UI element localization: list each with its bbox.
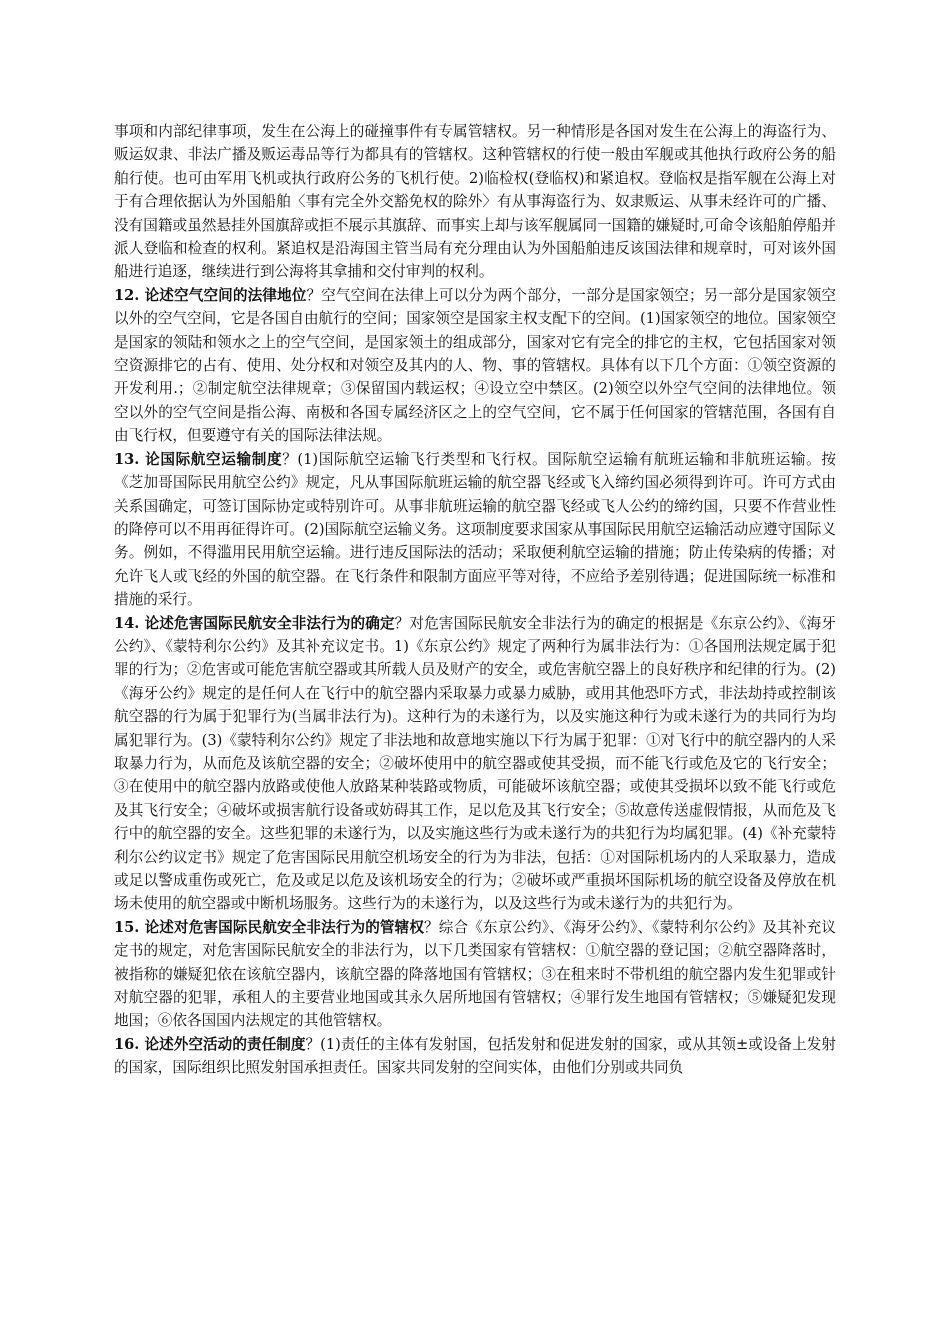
question-title: 12. 论述空气空间的法律地位 [114,286,307,304]
paragraph-outer-space-liability [114,1033,836,1080]
paragraph-body: 事项和内部纪律事项，发生在公海上的碰撞事件有专属管辖权。另一种情形是各国对发生在公海上的海盗行为、贩运奴隶、非法广播及贩运毒品等行为都具有的管辖权。这种管辖权的行使一般由军舰或其他执行政府公务的船舶行使。也可由军用飞机或执行政府公务的飞机行使。2)临检权(登临权)和紧追权。登临权是指军舰在公海上对于有合理依据认为外国船舶〈事有完全外交豁免权的除外〉有从事海盗行为、奴隶贩运、从事未经许可的广播、没有国籍或虽然悬挂外国旗辞或拒不展示其旗辞、而事实上却与该军舰属同一国籍的嫌疑时,可命令该船舶停船并派人登临和检查的权利。紧追权是沿海国主管当局有充分理由认为外国船舶违反该国法律和规章时，可对该外国船进行追逐，继续进行到公海将其拿捕和交付审判的权利。 [114,123,836,281]
paragraph-airspace-legal-status [114,284,836,448]
question-title: 14. 论述危害国际民航安全非法行为的确定 [114,614,395,632]
paragraph-body: ？对危害国际民航安全非法行为的确定的根据是《东京公约》、《海牙公约》、《蒙特利尔公约》及其补充议定书。1)《东京公约》规定了两种行为属非法行为：①各国刑法规定属于犯罪的行为；②危害或可能危害航空器或其所载人员及财产的安全，或危害航空器上的良好秩序和纪律的行为。(2)《海牙公约》规定的是任何人在飞行中的航空器内采取暴力或暴力威胁，或用其他恐吓方式，非法劫持或控制该航空器的行为属于犯罪行为(当属非法行为)。这种行为的未遂行为，以及实施这种行为或未遂行为的共同行为均属犯罪行为。(3)《蒙特利尔公约》规定了非法地和故意地实施以下行为属于犯罪：①对飞行中的航空器内的人采取暴力行为，从而危及该航空器的安全；②破坏使用中的航空器或使其受损，而不能飞行或危及它的飞行安全；③在使用中的航空器内放路或使他人放路某种装路或物质，可能破坏该航空器；或使其受损坏以致不能飞行或危及其飞行安全；④破坏或损害航行设备或妨碍其工作，足以危及其飞行安全；⑤故意传送虚假情报，从而危及飞行中的航空器的安全。这些犯罪的未遂行为，以及实施这些行为或未遂行为的共犯行为均属犯罪。(4)《补充蒙特利尔公约议定书》规定了危害国际民用航空机场安全的行为为非法，包括：①对国际机场内的人采取暴力，造成或足以警成重伤或死亡，危及或足以危及该机场安全的行为；②破坏或严重损坏国际机场的航空设备及停放在机场未使用的航空器或中断机场服务。这些行为的未遂行为，以及这些行为或未遂行为的共犯行为。 [114,614,836,913]
question-title: 15. 论述对危害国际民航安全非法行为的管辖权 [114,918,425,936]
paragraph-high-seas-jurisdiction [114,120,836,284]
question-title: 13. 论国际航空运输制度 [114,450,283,468]
paragraph-air-transport-system [114,448,836,612]
paragraph-unlawful-acts-definition [114,612,836,916]
paragraph-body: ？空气空间在法律上可以分为两个部分，一部分是国家领空；另一部分是国家领空以外的空气空间，它是各国自由航行的空间；国家领空是国家主权支配下的空间。(1)国家领空的地位。国家领空是国家的领陆和领水之上的空气空间，是国家领土的组成部分，国家对它有完全的排它的主权，它包括国家对领空资源排它的占有、使用、处分权和对领空及其内的人、物、事的管辖权。具体有以下几个方面：①领空资源的开发利用.；②制定航空法律规章；③保留国内载运权；④设立空中禁区。(2)领空以外空气空间的法律地位。领空以外的空气空间是指公海、南极和各国专属经济区之上的空气空间，它不属于任何国家的管辖范围，各国有自由飞行权，但要遵守有关的国际法律法规。 [114,286,836,445]
paragraph-body: ？综合《东京公约》、《海牙公约》、《蒙特利尔公约》及其补充议定书的规定，对危害国际民航安全的非法行为，以下几类国家有管辖权：①航空器的登记国；②航空器降落时，被指称的嫌疑犯依在该航空器内，该航空器的降落地国有管辖权；③在租来时不带机组的航空器内发生犯罪或针对航空器的犯罪，承租人的主要营业地国或其永久居所地国有管辖权；④罪行发生地国有管辖权；⑤嫌疑犯发现地国；⑥依各国国内法规定的其他管辖权。 [114,918,836,1030]
document-page [114,120,836,1080]
question-title: 16. 论述外空活动的责任制度 [114,1035,306,1053]
paragraph-unlawful-acts-jurisdiction [114,916,836,1033]
paragraph-body: ？(1)责任的主体有发射国，包括发射和促进发射的国家，或从其领±或设备上发射的国家，国际组织比照发射国承担责任。国家共同发射的空间实体，由他们分别或共同负 [114,1035,836,1077]
paragraph-body: ？(1)国际航空运输飞行类型和飞行权。国际航空运输有航班运输和非航班运输。按《芝加哥国际民用航空公约》规定，凡从事国际航班运输的航空器飞经或飞入缔约国必须得到许可。许可方式由关系国确定，可签订国际协定或特别许可。从事非航班运输的航空器飞经或飞人公约的缔约国，只要不作营业性的降停可以不用再征得许可。(2)国际航空运输义务。这项制度要求国家从事国际民用航空运输活动应遵守国际义务。例如，不得滥用民用航空运输。进行违反国际法的活动；采取便利航空运输的措施；防止传染病的传播；对允许飞人或飞经的外国的航空器。在飞行条件和限制方面应平等对待，不应给予差别待遇；促进国际统一标准和措施的采行。 [114,450,836,609]
